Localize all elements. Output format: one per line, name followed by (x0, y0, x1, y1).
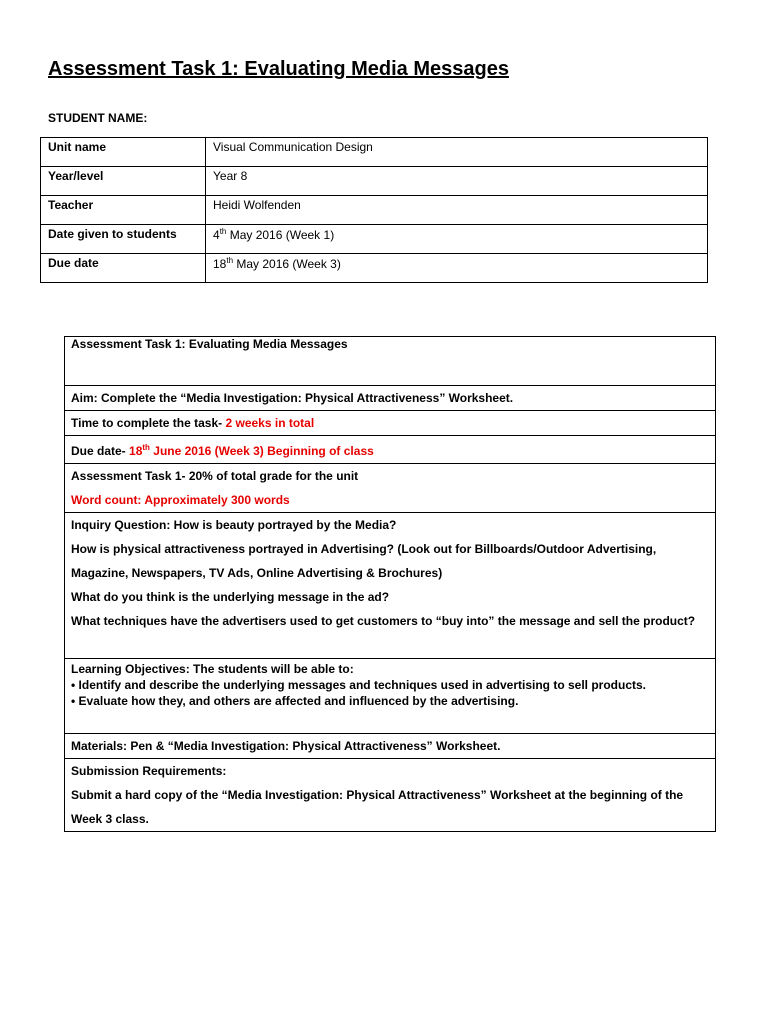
table-row (65, 411, 716, 436)
task-title: Assessment Task 1: Evaluating Media Messages (65, 337, 716, 386)
due-label: Due date- (71, 444, 130, 458)
inquiry-line: What do you think is the underlying message in the ad? (71, 590, 390, 604)
inquiry-cell (65, 513, 716, 659)
table-row (65, 436, 716, 464)
table-row (65, 513, 716, 659)
year-level-value: Year 8 (206, 167, 708, 196)
inquiry-line: Magazine, Newspapers, TV Ads, Online Advertising & Brochures) (71, 566, 443, 580)
weight-cell (65, 464, 716, 513)
submission-line: Submit a hard copy of the “Media Investigation: Physical Attractiveness” Worksheet at the beginning of the (71, 788, 684, 802)
materials-text: Materials: Pen & “Media Investigation: Physical Attractiveness” Worksheet. (71, 739, 501, 753)
due-date-suffix: th (226, 256, 234, 265)
materials-cell (65, 734, 716, 759)
inquiry-question: Inquiry Question: How is beauty portrayed by the Media? (71, 518, 397, 532)
table-row (65, 337, 716, 386)
year-level-label: Year/level (41, 167, 206, 196)
unit-info-table (40, 137, 708, 283)
unit-name-value: Visual Communication Design (206, 138, 708, 167)
inquiry-line: What techniques have the advertisers used to get customers to “buy into” the message and sell the product? (71, 614, 696, 628)
unit-name-label: Unit name (41, 138, 206, 167)
table-row (41, 254, 708, 283)
due-rest: June 2016 (Week 3) Beginning of class (149, 444, 374, 458)
date-given-value (206, 225, 708, 254)
table-row (65, 734, 716, 759)
learning-objective-item: • Identify and describe the underlying messages and techniques used in advertising to sell products. (71, 678, 646, 692)
time-cell (65, 411, 716, 436)
time-label: Time to complete the task- (71, 416, 226, 430)
word-count-text: Word count: Approximately 300 words (71, 493, 290, 507)
due-day: 18 (129, 444, 143, 458)
task-details-table (64, 336, 716, 832)
table-row (65, 659, 716, 734)
inquiry-line: How is physical attractiveness portrayed in Advertising? (Look out for Billboards/Outdoor Advertising, (71, 542, 657, 556)
date-given-day: 4 (213, 228, 220, 242)
due-date-label: Due date (41, 254, 206, 283)
submission-cell (65, 759, 716, 832)
aim-cell (65, 386, 716, 411)
table-row (41, 167, 708, 196)
time-value: 2 weeks in total (225, 416, 315, 430)
teacher-value: Heidi Wolfenden (206, 196, 708, 225)
due-cell (65, 436, 716, 464)
due-date-day: 18 (213, 257, 227, 271)
due-suffix: th (142, 443, 150, 452)
due-date-rest: May 2016 (Week 3) (233, 257, 341, 271)
due-date-value (206, 254, 708, 283)
due-text (71, 436, 709, 463)
learning-objectives-title: Learning Objectives: The students will be able to: (71, 662, 354, 676)
page-title: Assessment Task 1: Evaluating Media Messages (48, 58, 509, 80)
date-given-rest: May 2016 (Week 1) (226, 228, 335, 242)
teacher-label: Teacher (41, 196, 206, 225)
aim-text: Aim: Complete the “Media Investigation: Physical Attractiveness” Worksheet. (71, 391, 514, 405)
student-name-label: STUDENT NAME: (48, 111, 148, 125)
learning-objective-item: • Evaluate how they, and others are affected and influenced by the advertising. (71, 694, 519, 708)
date-given-suffix: th (219, 227, 227, 236)
weight-text: Assessment Task 1- 20% of total grade for the unit (71, 469, 359, 483)
due-value (129, 444, 374, 458)
time-text (71, 411, 709, 435)
submission-title: Submission Requirements: (71, 764, 227, 778)
table-row (41, 225, 708, 254)
date-given-label: Date given to students (41, 225, 206, 254)
table-row (65, 759, 716, 832)
table-row (41, 138, 708, 167)
submission-line: Week 3 class. (71, 812, 149, 826)
table-row (65, 386, 716, 411)
table-row (41, 196, 708, 225)
table-row (65, 464, 716, 513)
learning-objectives-cell (65, 659, 716, 734)
